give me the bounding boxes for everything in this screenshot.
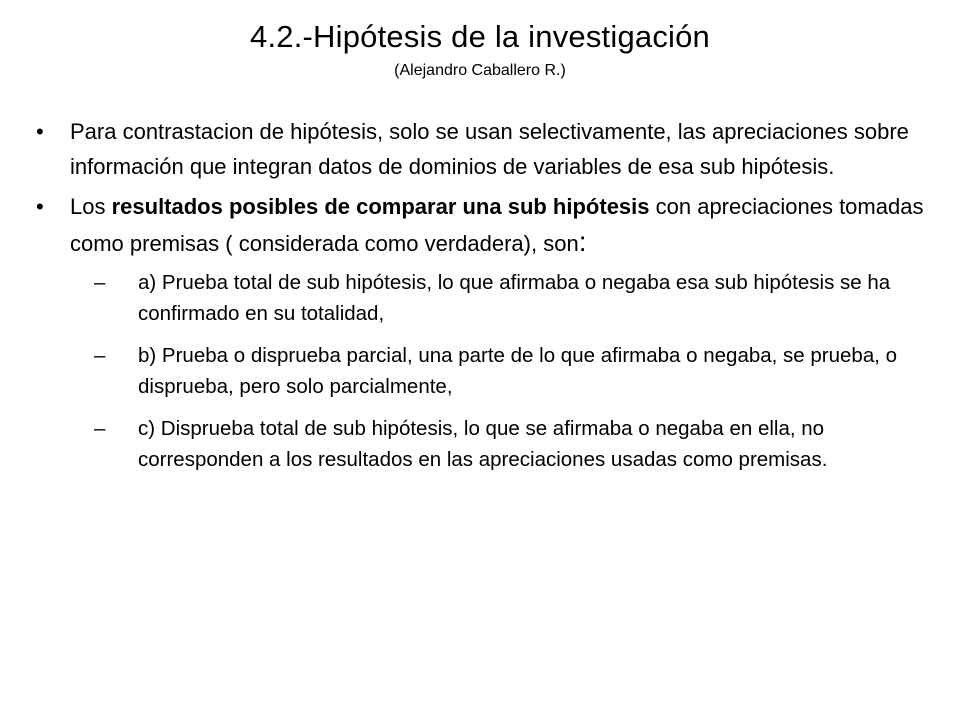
sub-bullet-item-a (94, 267, 948, 329)
sub-bullet-text: b) Prueba o disprueba parcial, una parte de lo que afirmaba o negaba, se prueba, o disprueba, pero solo parcialmente, (138, 344, 898, 398)
sub-bullet-text: a) Prueba total de sub hipótesis, lo que afirmaba o negaba esa sub hipótesis se ha confirmado en su totalidad, (138, 271, 891, 325)
bullet-bold-text: resultados posibles de comparar una sub hipótesis (111, 194, 650, 219)
bullet-colon: : (578, 226, 587, 257)
bullet-icon: • (36, 194, 44, 219)
dash-icon: – (94, 417, 106, 440)
bullet-text: Para contrastacion de hipótesis, solo se usan selectivamente, las apreciaciones sobre información que integran datos de dominios de variables de esa sub hipótesis. (70, 119, 909, 179)
dash-icon: – (94, 344, 106, 367)
sub-bullet-list (94, 267, 948, 475)
bullet-text-start: Los (70, 194, 112, 219)
bullet-item-2 (36, 189, 948, 261)
sub-bullet-item-b (94, 340, 948, 402)
slide-content (36, 114, 948, 486)
sub-bullet-text: c) Disprueba total de sub hipótesis, lo que se afirmaba o negaba en ella, no corresponden a los resultados en las apreciaciones usadas como premisas. (138, 417, 828, 471)
sub-bullet-item-c (94, 413, 948, 475)
bullet-text-end: con apreciaciones tomadas como premisas ( considerada como verdadera), son (70, 194, 924, 256)
slide-title: 4.2.-Hipótesis de la investigación (250, 19, 710, 54)
slide-subtitle: (Alejandro Caballero R.) (394, 62, 566, 79)
title-block (0, 16, 960, 84)
bullet-item-1 (36, 114, 948, 184)
bullet-icon: • (36, 119, 44, 144)
dash-icon: – (94, 271, 106, 294)
